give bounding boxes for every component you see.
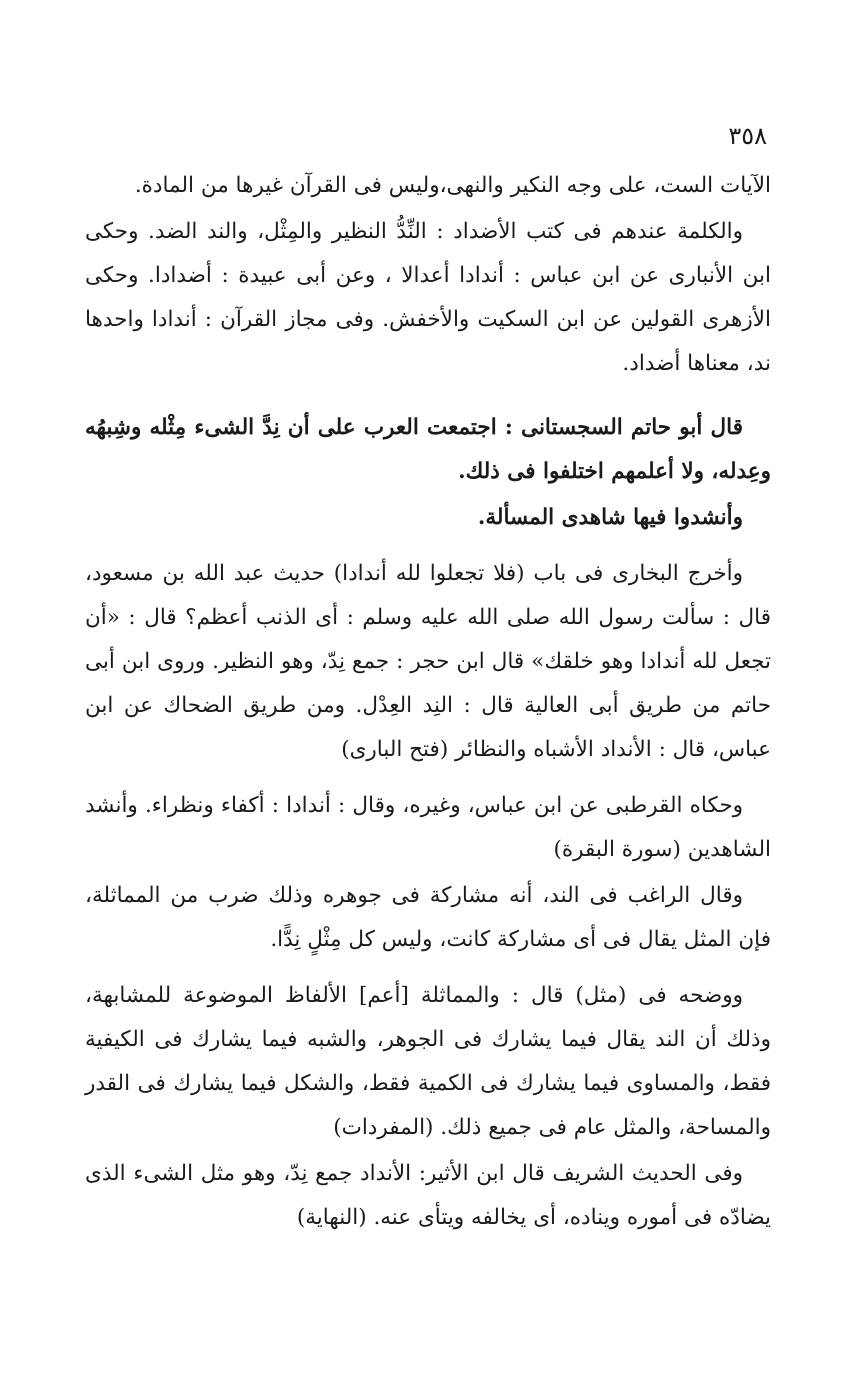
paragraph-4: وأنشدوا فيها شاهدى المسألة.: [477, 505, 743, 530]
paragraph-5: وأخرج البخارى فى باب (فلا تجعلوا لله أندادا) حديث عبد الله بن مسعود، قال : سألت رسول الله صلى الله عليه وسلم : أى الذنب أعظم؟ قال : «أن تجعل لله أندادا وهو خلقك» قال ابن حجر : جمع نِدّ، وهو النظير. وروى ابن أبى حاتم من طريق أبى العالية قال : النِد العِدْل. ومن طريق الضحاك عن ابن عباس، قال : الأنداد الأشباه والنظائر (فتح البارى): [85, 561, 771, 762]
paragraph-3: قال أبو حاتم السجستانى : اجتمعت العرب على أن نِدَّ الشىء مِثْله وشِبهُه وعِدله، ولا أعلمهم اختلفوا فى ذلك.: [85, 415, 771, 484]
paragraph-9: وفى الحديث الشريف قال ابن الأثير: الأنداد جمع نِدّ، وهو مثل الشىء الذى يضادّه فى أموره ويناده، أى يخالفه ويتأى عنه. (النهاية): [85, 1161, 771, 1230]
page-number: ٣٥٨: [728, 122, 767, 150]
paragraph-8: ووضحه فى (مثل) قال : والمماثلة [أعم] الألفاظ الموضوعة للمشابهة، وذلك أن الند يقال فيما يشارك فى الجوهر، والشبه فيما يشارك فى الكيفية فقط، والمساوى فيما يشارك فى الكمية فقط، والشكل فيما يشارك فى القدر والمساحة، والمثل عام فى جميع ذلك. (المفردات): [85, 983, 771, 1140]
paragraph-6: وحكاه القرطبى عن ابن عباس، وغيره، وقال : أندادا : أكفاء ونظراء. وأنشد الشاهدين (سورة البقرة): [85, 793, 771, 862]
paragraph-7: وقال الراغب فى الند، أنه مشاركة فى جوهره وذلك ضرب من المماثلة، فإن المثل يقال فى أى مشاركة كانت، وليس كل مِثْلٍ نِدًّا.: [85, 883, 771, 952]
paragraph-2: والكلمة عندهم فى كتب الأضداد : النِّدُّ النظير والمِثْل، والند الضد. وحكى ابن الأنبارى عن ابن عباس : أندادا أعدالا ، وعن أبى عبيدة : أضدادا. وحكى الأزهرى القولين عن ابن السكيت والأخفش. وفى مجاز القرآن : أندادا واحدها ند، معناها أضداد.: [85, 219, 771, 376]
page-text: [85, 164, 771, 1240]
paragraph-1: الآيات الست، على وجه النكير والنهى،وليس فى القرآن غيرها من المادة.: [134, 173, 771, 198]
